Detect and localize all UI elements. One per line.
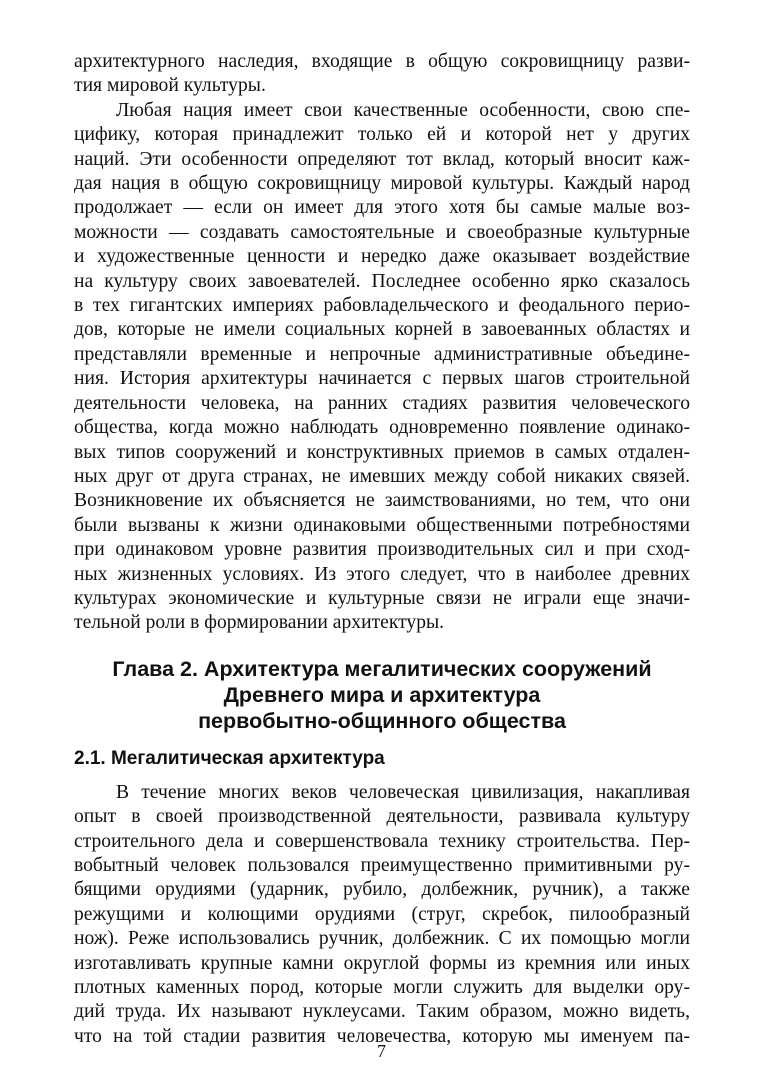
text-line: Любая нация имеет свои качественные особенности, свою спе- [116,99,690,121]
text-line: ных друг от друга странах, не имевших между собой никаких связей. [74,465,690,487]
text-line: режущими и колющими орудиями (струг, скребок, пилообразный [74,903,690,925]
text-line: плотных каменных пород, которые могли служить для выделки ору- [74,977,690,998]
text-line: Возникновение их объясняется не заимствованиями, но тем, что они [74,490,690,512]
text-line: представляли временные и непрочные административные объедине- [74,343,690,365]
text-line: изготавливать крупные камни округлой формы из кремния или иных [74,952,690,974]
text-line: и художественные ценности и нередко даже оказывает воздействие [74,246,690,268]
text-line: ния. История архитектуры начинается с первых шагов строительной [74,368,690,390]
text-line: ных жизненных условиях. Из этого следует, что в наиболее древних [74,563,690,585]
intro-paragraph [74,50,690,99]
text-line: на культуру своих завоевателей. Последнее особенно ярко сказалось [74,270,690,292]
text-line: деятельности человека, на ранних стадиях развития человеческого [74,392,690,414]
text-line: цифику, которая принадлежит только ей и которой нет у других [74,124,690,146]
paragraph-national-culture [74,99,690,636]
page-number: 7 [377,1041,386,1061]
text-line: архитектурного наследия, входящие в общую сокровищницу разви- [74,51,690,72]
text-line: дов, которые не имели социальных корней в завоеванных областях и [74,319,690,341]
paragraph-megalithic [74,781,690,1049]
text-line: строительного дела и совершенствовала технику строительства. Пер- [74,830,690,852]
text-line: были вызваны к жизни одинаковыми общественными потребностями [74,514,690,536]
text-line: тельной роли в формировании архитектуры. [74,612,445,634]
text-line: тия мировой культуры. [74,75,266,97]
text-line: продолжает — если он имеет для этого хотя бы самые малые воз- [74,197,690,219]
text-line: дая нация в общую сокровищницу мировой культуры. Каждый народ [74,173,690,195]
text-line: дий труда. Их называют нуклеусами. Таким образом, можно видеть, [74,1001,690,1023]
text-line: опыт в своей производственной деятельности, развивала культуру [74,806,690,828]
text-line: можности — создавать самостоятельные и своеобразные культурные [74,221,690,243]
text-line: вых типов сооружений и конструктивных приемов в самых отдален- [74,441,690,463]
chapter-heading-line: Глава 2. Архитектура мегалитических сооружений [112,656,652,681]
chapter-heading [74,656,690,734]
chapter-heading-line: Древнего мира и архитектура [223,682,541,707]
text-line: нож). Реже использовались ручник, долбежник. С их помощью могли [74,928,690,950]
text-line: культурах экономические и культурные связи не играли еще значи- [74,587,690,609]
section-heading: 2.1. Мегалитическая архитектура [74,747,385,769]
text-line: в тех гигантских империях рабовладельческого и феодального перио- [74,295,690,317]
chapter-heading-line: первобытно-общинного общества [198,708,566,733]
text-line: наций. Эти особенности определяют тот вклад, который вносит каж- [74,148,690,170]
text-line: при одинаковом уровне развития производительных сил и при сход- [74,539,690,561]
text-line: общества, когда можно наблюдать одновременно появление одинако- [74,417,690,439]
text-line: что на той стадии развития человечества, которую мы именуем па- [74,1025,690,1047]
document-page [74,50,690,1049]
text-line: вобытный человек пользовался преимущественно примитивными ру- [74,854,690,876]
text-line: бящими орудиями (ударник, рубило, долбежник, ручник), а также [74,879,690,901]
text-line: В течение многих веков человеческая цивилизация, накапливая [116,781,690,803]
